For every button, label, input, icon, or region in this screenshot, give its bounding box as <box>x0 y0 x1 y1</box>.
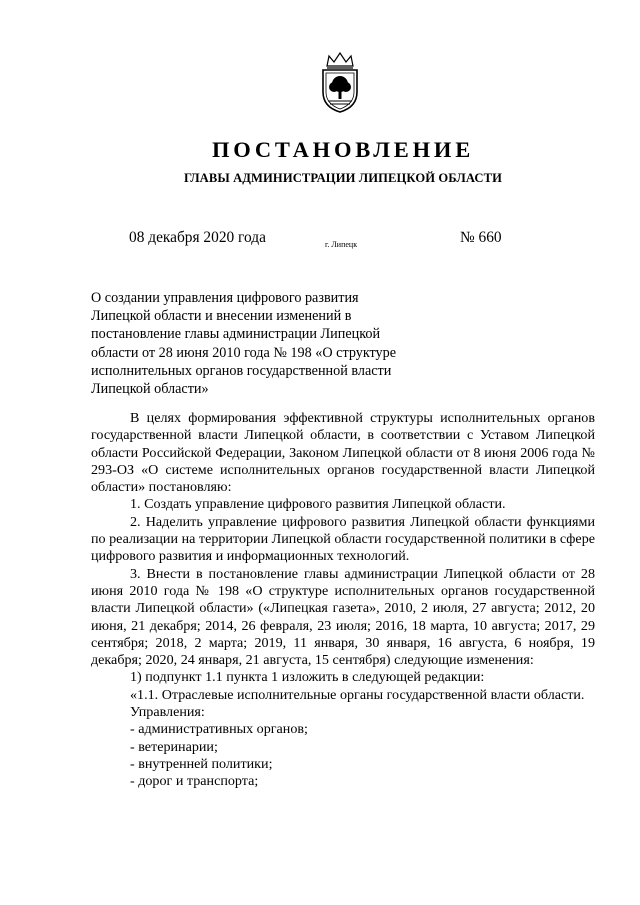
subitem-1-paragraph: 1) подпункт 1.1 пункта 1 изложить в следующей редакции: <box>130 669 485 686</box>
item-3-paragraph: 3. Внести в постановление главы администрации Липецкой области от 28 июня 2010 года № 198 «О структуре исполнительных органов государственной власти Липецкой области» («Липецкая газета», 2010, 2 июля, 27 августа; 2012, 20 июня, 21 декабря; 2014, 26 февраля, 23 июля; 2016, 18 марта, 10 августа; 2017, 29 сентября; 2018, 2 марта; 2019, 11 января, 30 января, 16 августа, 6 ноября, 19 декабря; 2020, 24 января, 21 августа, 15 сентября) следующие изменения: <box>91 565 595 669</box>
heading-line: Липецкой области» <box>91 381 209 398</box>
heading-line: исполнительных органов государственной власти <box>91 362 392 379</box>
document-city: г. Липецк <box>325 240 358 249</box>
item-1-paragraph: 1. Создать управление цифрового развития Липецкой области. <box>130 496 506 513</box>
quote-paragraph: «1.1. Отраслевые исполнительные органы государственной власти области. <box>130 686 585 703</box>
heading-line: Липецкой области и внесении изменений в <box>91 308 352 325</box>
coat-of-arms-emblem <box>317 52 363 114</box>
department-item: - ветеринарии; <box>130 738 218 755</box>
item-2-paragraph: 2. Наделить управление цифрового развития Липецкой области функциями по реализации на территории Липецкой области государственной политики в сфере цифрового развития и информационных технологий. <box>91 513 595 565</box>
departments-label: Управления: <box>130 704 205 721</box>
document-subtitle: ГЛАВЫ АДМИНИСТРАЦИИ ЛИПЕЦКОЙ ОБЛАСТИ <box>183 171 503 185</box>
document-body <box>91 410 595 791</box>
department-item: - дорог и транспорта; <box>130 773 259 790</box>
document-heading <box>91 289 421 398</box>
heading-line: области от 28 июня 2010 года № 198 «О структуре <box>91 344 397 361</box>
heading-line: О создании управления цифрового развития <box>91 290 359 306</box>
department-item: - внутренней политики; <box>130 755 273 772</box>
document-title: ПОСТАНОВЛЕНИЕ <box>212 137 474 162</box>
document-number: № 660 <box>460 229 502 246</box>
document-date: 08 декабря 2020 года <box>129 229 266 246</box>
heading-line: постановление главы администрации Липецкой <box>91 326 381 343</box>
preamble-paragraph: В целях формирования эффективной структуры исполнительных органов государственной власти Липецкой области, в соответствии с Уставом Липецкой области Российской Федерации, Законом Липецкой области от 8 июня 2006 года № 293-ОЗ «О системе исполнительных органов государственной власти Липецкой области» постановляю: <box>91 410 595 496</box>
department-item: - административных органов; <box>130 721 308 738</box>
